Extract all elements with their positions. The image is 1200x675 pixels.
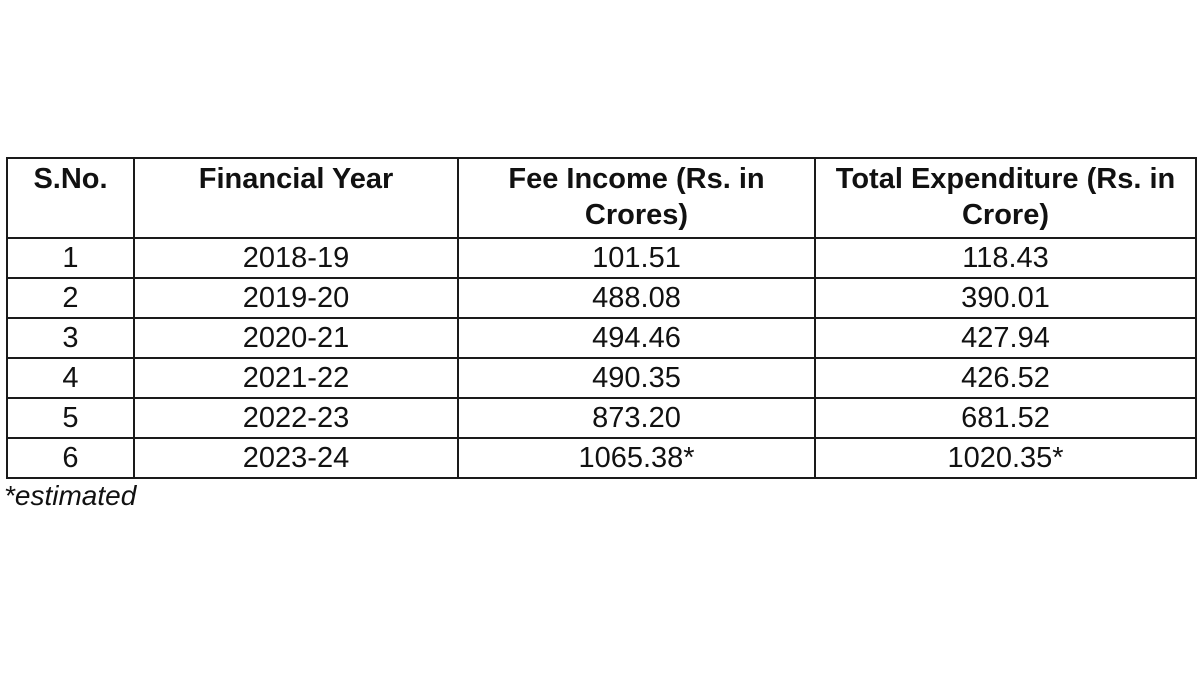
fee-expenditure-table-container [6, 157, 1195, 479]
cell-sno: 6 [7, 438, 134, 478]
cell-total-expenditure: 118.43 [815, 238, 1196, 278]
header-sno: S.No. [7, 158, 134, 238]
cell-sno: 1 [7, 238, 134, 278]
table-row [7, 238, 1196, 278]
cell-financial-year: 2018-19 [134, 238, 458, 278]
cell-total-expenditure: 1020.35* [815, 438, 1196, 478]
cell-sno: 2 [7, 278, 134, 318]
cell-financial-year: 2020-21 [134, 318, 458, 358]
cell-fee-income: 101.51 [458, 238, 815, 278]
cell-financial-year: 2023-24 [134, 438, 458, 478]
header-financial-year: Financial Year [134, 158, 458, 238]
fee-expenditure-table [6, 157, 1197, 479]
cell-fee-income: 494.46 [458, 318, 815, 358]
table-row [7, 318, 1196, 358]
cell-total-expenditure: 390.01 [815, 278, 1196, 318]
table-row [7, 358, 1196, 398]
cell-financial-year: 2019-20 [134, 278, 458, 318]
cell-financial-year: 2022-23 [134, 398, 458, 438]
cell-sno: 3 [7, 318, 134, 358]
cell-fee-income: 488.08 [458, 278, 815, 318]
cell-fee-income: 490.35 [458, 358, 815, 398]
cell-total-expenditure: 426.52 [815, 358, 1196, 398]
cell-fee-income: 1065.38* [458, 438, 815, 478]
table-row [7, 278, 1196, 318]
cell-financial-year: 2021-22 [134, 358, 458, 398]
cell-total-expenditure: 427.94 [815, 318, 1196, 358]
table-row [7, 438, 1196, 478]
table-row [7, 398, 1196, 438]
cell-sno: 5 [7, 398, 134, 438]
footnote-estimated: *estimated [4, 480, 137, 511]
cell-total-expenditure: 681.52 [815, 398, 1196, 438]
header-total-expenditure: Total Expenditure (Rs. in Crore) [815, 158, 1196, 238]
header-fee-income: Fee Income (Rs. in Crores) [458, 158, 815, 238]
table-header-row [7, 158, 1196, 238]
cell-fee-income: 873.20 [458, 398, 815, 438]
cell-sno: 4 [7, 358, 134, 398]
